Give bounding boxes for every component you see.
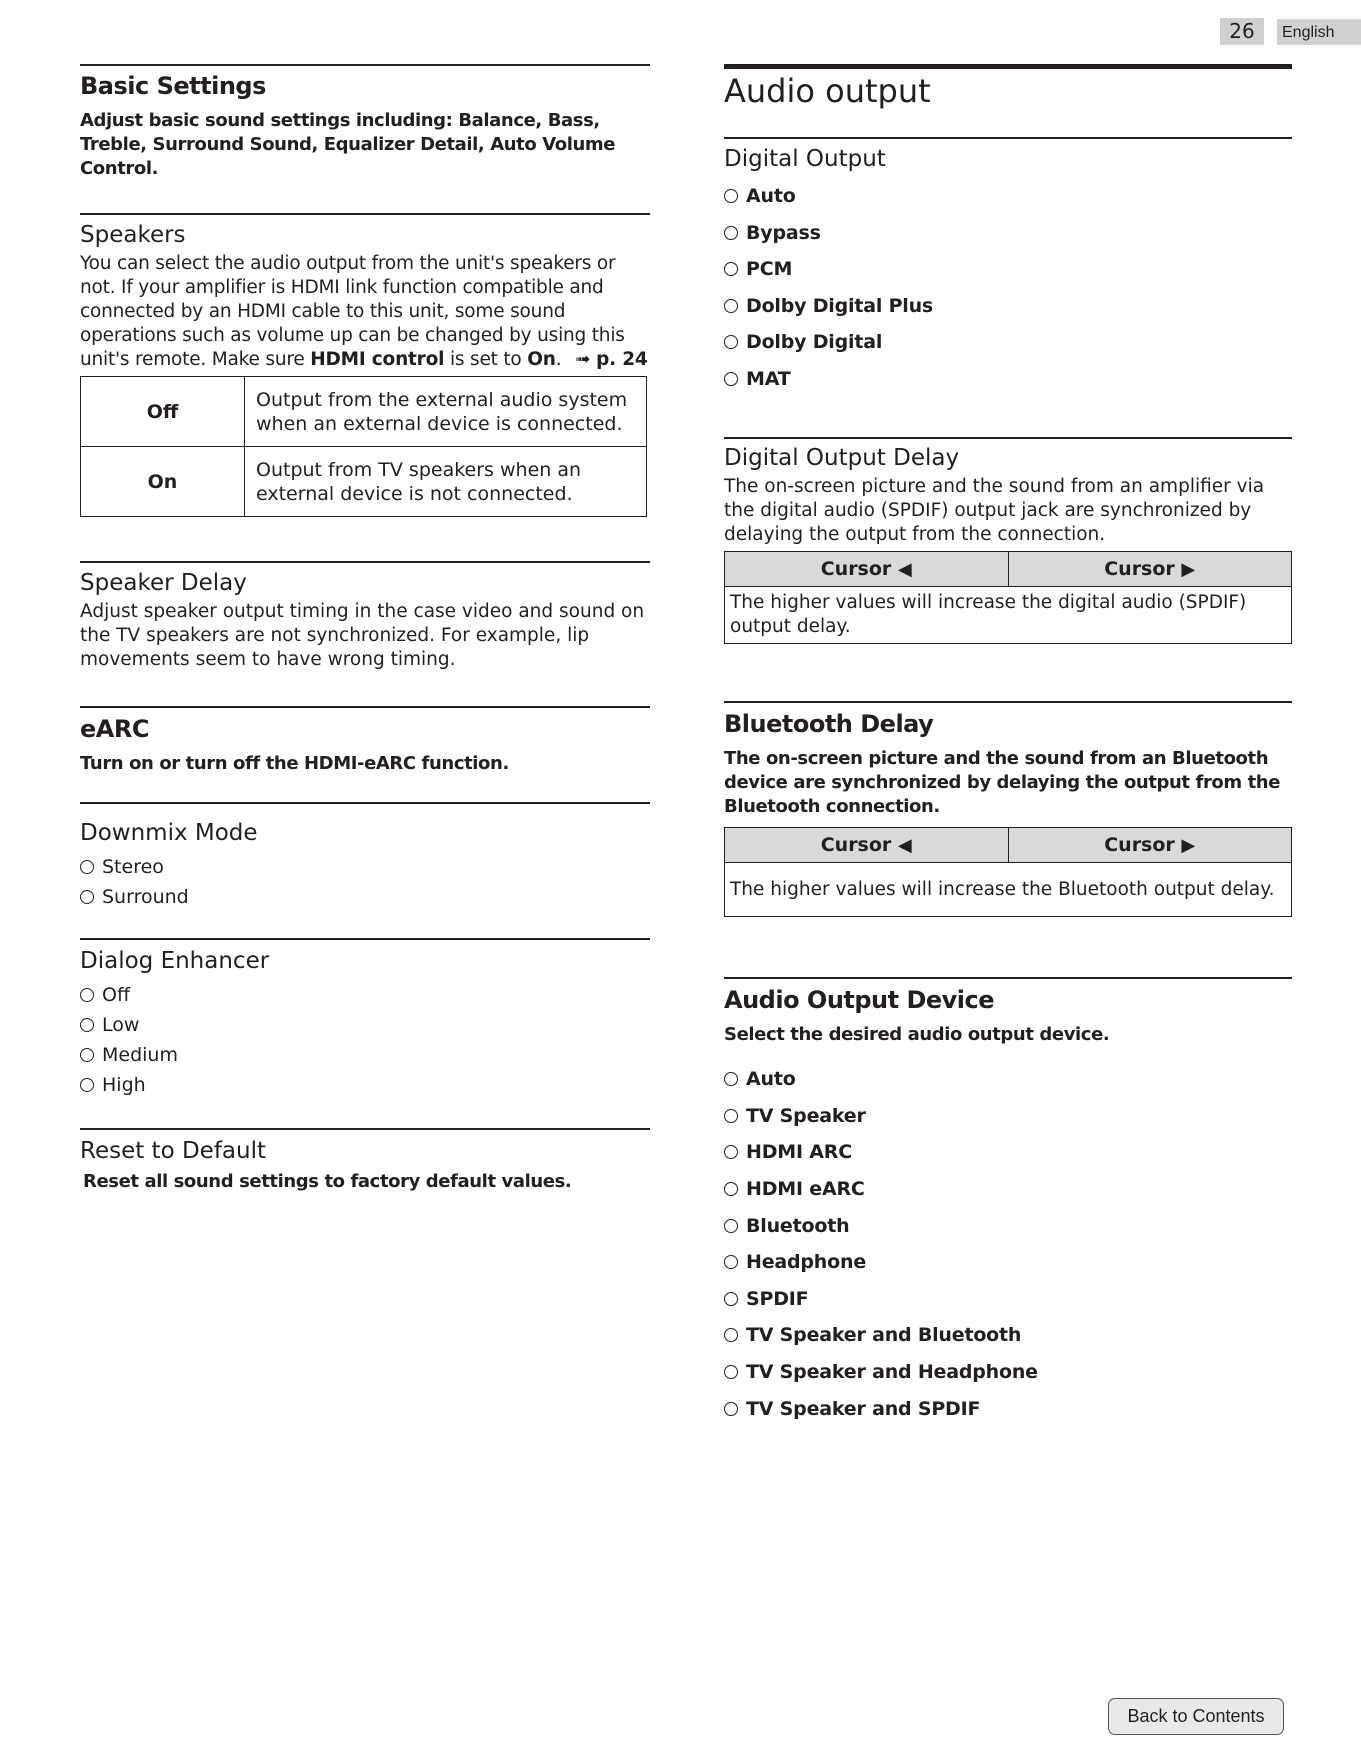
option-label: Dolby Digital (746, 331, 883, 354)
audio-output-device-options (724, 1061, 1292, 1427)
table-row (725, 863, 1292, 917)
back-to-contents-button[interactable]: Back to Contents (1108, 1698, 1284, 1735)
cursor-right-header (1008, 552, 1292, 587)
cursor-right-label: Cursor (1104, 558, 1175, 580)
section-desc: Select the desired audio output device. (724, 1024, 1110, 1045)
section-title: Audio Output Device (724, 986, 995, 1014)
cursor-note: The higher values will increase the digital audio (SPDIF) output delay. (725, 587, 1292, 644)
radio-icon (724, 1328, 738, 1342)
option-item[interactable] (80, 980, 650, 1010)
option-item[interactable] (80, 1010, 650, 1040)
option-label: PCM (746, 258, 793, 281)
section-title: eARC (80, 715, 149, 743)
option-item[interactable] (80, 852, 650, 882)
radio-icon (724, 1072, 738, 1086)
option-item[interactable] (724, 1098, 1292, 1135)
table-row (81, 447, 647, 517)
section-title: Digital Output Delay (724, 445, 960, 471)
option-label: Off (102, 984, 131, 1006)
option-item[interactable] (724, 1134, 1292, 1171)
option-item[interactable] (724, 215, 1292, 252)
option-label: Auto (746, 185, 796, 208)
digital-output-section (724, 137, 1292, 397)
page-number: 26 (1220, 18, 1264, 45)
section-title: Dialog Enhancer (80, 948, 270, 974)
option-label: TV Speaker and Headphone (746, 1361, 1038, 1384)
section-desc: Reset all sound settings to factory default values. (83, 1171, 572, 1192)
cursor-table (724, 827, 1292, 917)
section-desc: The on-screen picture and the sound from an Bluetooth device are synchronized by delaying the output from the Bluetooth connection. (724, 748, 1281, 817)
option-label: Bluetooth (746, 1214, 850, 1237)
radio-icon (724, 1182, 738, 1196)
downmix-options (80, 852, 650, 912)
radio-icon (80, 1048, 94, 1062)
right-triangle-icon: ▶ (1181, 835, 1196, 856)
radio-icon (724, 299, 738, 313)
radio-icon (724, 1219, 738, 1233)
option-item[interactable] (80, 1040, 650, 1070)
radio-icon (724, 189, 738, 203)
language-label: English (1277, 19, 1361, 45)
option-label: Dolby Digital Plus (746, 294, 934, 317)
option-label: Auto (746, 1068, 796, 1091)
option-label: Bypass (746, 221, 821, 244)
left-triangle-icon: ◀ (897, 835, 912, 856)
audio-output-section (724, 64, 1292, 111)
option-item[interactable] (80, 882, 650, 912)
radio-icon (724, 226, 738, 240)
option-label: SPDIF (746, 1287, 809, 1310)
section-title: Downmix Mode (80, 820, 258, 846)
downmix-section (80, 802, 650, 912)
radio-icon (724, 335, 738, 349)
option-label: High (102, 1074, 146, 1096)
speaker-option-key: Off (81, 377, 245, 447)
speakers-section (80, 213, 650, 517)
radio-icon (724, 1109, 738, 1123)
option-label: HDMI ARC (746, 1141, 852, 1164)
option-item[interactable] (724, 1281, 1292, 1318)
table-header-row (725, 828, 1292, 863)
arrow-icon: ➟ (575, 349, 591, 370)
option-item[interactable] (724, 1207, 1292, 1244)
option-label: Stereo (102, 856, 164, 878)
dialog-options (80, 980, 650, 1100)
bluetooth-delay-section (724, 701, 1292, 917)
option-item[interactable] (724, 178, 1292, 215)
table-header-row (725, 552, 1292, 587)
digital-output-options (724, 178, 1292, 397)
digital-output-delay-section (724, 437, 1292, 644)
radio-icon (724, 1292, 738, 1306)
dialog-enhancer-section (80, 938, 650, 1100)
earc-section (80, 706, 650, 776)
radio-icon (80, 860, 94, 874)
option-item[interactable] (724, 1061, 1292, 1098)
cursor-left-header (725, 552, 1009, 587)
cursor-left-label: Cursor (820, 558, 892, 580)
option-label: MAT (746, 367, 791, 390)
option-label: HDMI eARC (746, 1178, 865, 1201)
table-row (81, 377, 647, 447)
section-title: Bluetooth Delay (724, 710, 934, 738)
cursor-note: The higher values will increase the Bluetooth output delay. (725, 863, 1292, 917)
section-title: Speaker Delay (80, 570, 247, 596)
option-item[interactable] (724, 1171, 1292, 1208)
cursor-right-header (1008, 828, 1292, 863)
radio-icon (80, 988, 94, 1002)
section-desc: Adjust basic sound settings including: Balance, Bass, Treble, Surround Sound, Equalizer Detail, Auto Volume Control. (80, 110, 616, 179)
right-triangle-icon: ▶ (1181, 559, 1196, 580)
left-column (80, 64, 650, 1194)
radio-icon (724, 1365, 738, 1379)
section-title: Digital Output (724, 146, 886, 172)
option-label: Medium (102, 1044, 178, 1066)
right-column (724, 64, 1292, 1427)
speaker-delay-section (80, 561, 650, 672)
radio-icon (80, 1018, 94, 1032)
radio-icon (80, 890, 94, 904)
option-label: TV Speaker (746, 1104, 866, 1127)
option-label: TV Speaker and SPDIF (746, 1397, 981, 1420)
is-set-to-text: is set to (444, 349, 528, 370)
option-item[interactable] (80, 1070, 650, 1100)
option-item[interactable] (724, 1354, 1292, 1391)
page-title: Audio output (724, 72, 931, 110)
section-desc: Turn on or turn off the HDMI-eARC function. (80, 753, 509, 774)
option-item[interactable] (724, 1317, 1292, 1354)
speakers-table (80, 376, 647, 517)
page-reference-link[interactable]: p. 24 (596, 349, 648, 370)
speaker-option-key: On (81, 447, 245, 517)
basic-settings-section (80, 64, 650, 181)
cursor-right-label: Cursor (1104, 834, 1175, 856)
left-triangle-icon: ◀ (897, 559, 912, 580)
option-label: Low (102, 1014, 140, 1036)
section-desc: The on-screen picture and the sound from an amplifier via the digital audio (SPDIF) output jack are synchronized by delaying the output from the connection. (724, 476, 1265, 545)
option-item[interactable] (724, 288, 1292, 325)
section-desc: Adjust speaker output timing in the case video and sound on the TV speakers are not synchronized. For example, lip movements seem to have wrong timing. (80, 601, 645, 670)
option-item[interactable] (724, 361, 1292, 398)
option-label: Headphone (746, 1251, 867, 1274)
option-item[interactable] (724, 1390, 1292, 1427)
on-value: On (527, 349, 556, 370)
radio-icon (724, 262, 738, 276)
cursor-left-header (725, 828, 1009, 863)
section-title: Basic Settings (80, 72, 266, 100)
table-row (725, 587, 1292, 644)
hdmi-control-ref: HDMI control (310, 349, 445, 370)
option-item[interactable] (724, 324, 1292, 361)
period-text: . (555, 349, 562, 370)
option-label: TV Speaker and Bluetooth (746, 1324, 1022, 1347)
section-title: Speakers (80, 222, 186, 248)
speaker-option-value: Output from TV speakers when an external device is not connected. (245, 447, 647, 517)
radio-icon (80, 1078, 94, 1092)
audio-output-device-section (724, 977, 1292, 1427)
radio-icon (724, 1145, 738, 1159)
speakers-desc-text: You can select the audio output from the unit's speakers or not. If your amplifier is HDMI link function compatible and connected by an HDMI cable to this unit, some sound operations such as volume up can be changed by using this unit's remote. Make sure (80, 253, 625, 370)
option-item[interactable] (724, 251, 1292, 288)
reset-section (80, 1128, 650, 1194)
option-item[interactable] (724, 1244, 1292, 1281)
radio-icon (724, 372, 738, 386)
section-title: Reset to Default (80, 1138, 266, 1164)
speaker-option-value: Output from the external audio system when an external device is connected. (245, 377, 647, 447)
radio-icon (724, 1402, 738, 1416)
cursor-table (724, 551, 1292, 644)
option-label: Surround (102, 886, 189, 908)
cursor-left-label: Cursor (820, 834, 892, 856)
radio-icon (724, 1255, 738, 1269)
section-desc (80, 252, 650, 372)
